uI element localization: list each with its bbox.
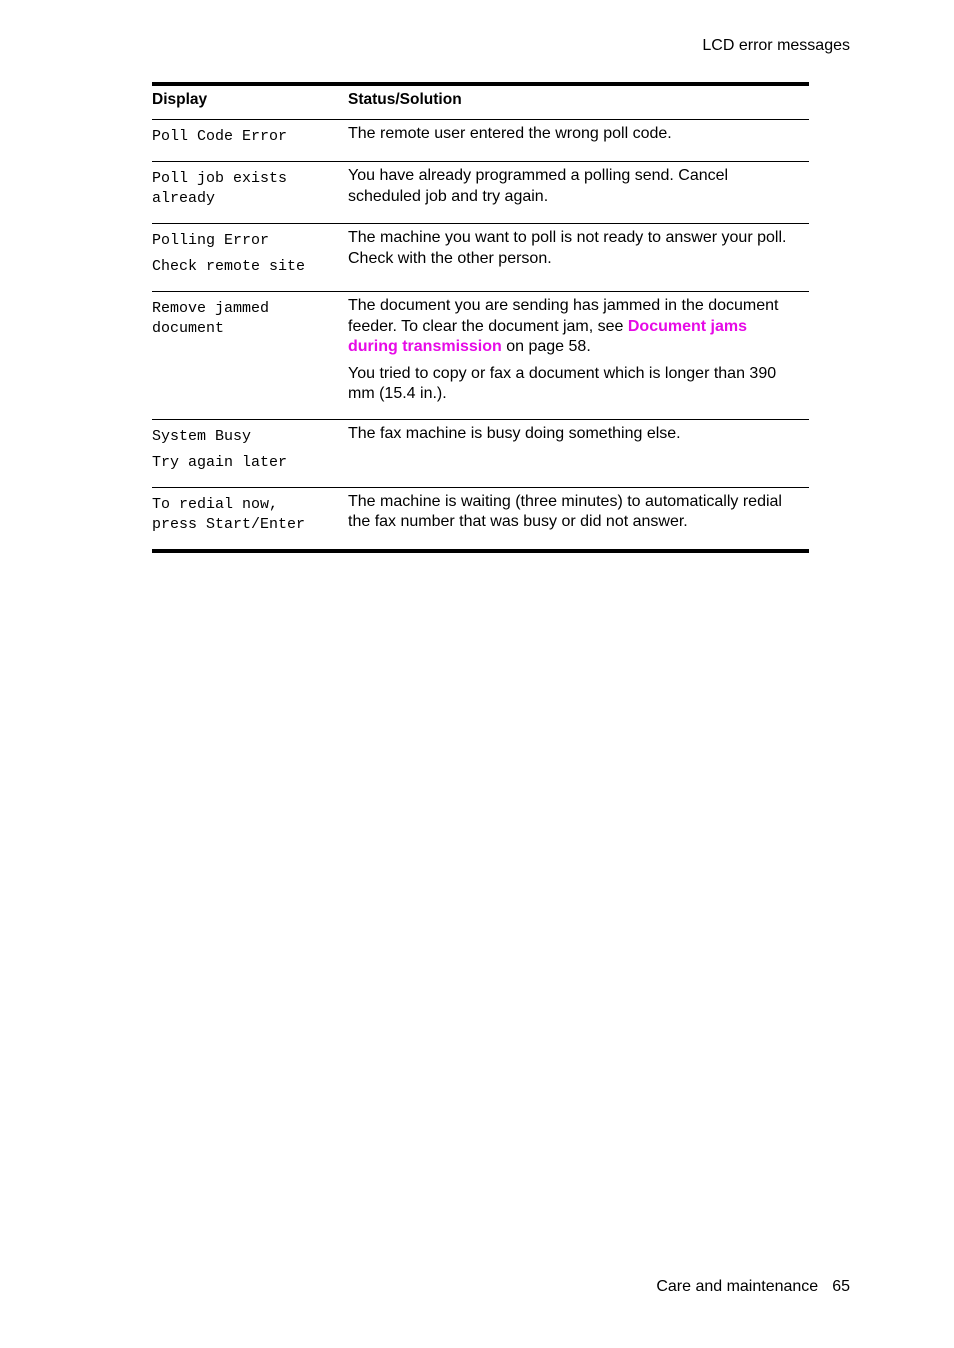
display-message: Remove jammed document (152, 300, 270, 337)
status-text (348, 296, 801, 358)
display-message-line2: Try again later (152, 453, 288, 471)
status-text: The remote user entered the wrong poll code. (348, 125, 672, 142)
column-header-status: Status/Solution (348, 91, 462, 108)
table-row (152, 292, 809, 420)
status-text: The machine is waiting (three minutes) to automatically redial the fax number that was busy or did not answer. (348, 492, 782, 530)
column-header-display: Display (152, 91, 208, 108)
table-row (152, 162, 809, 224)
document-jams-link[interactable]: Document jams during transmission (348, 317, 748, 355)
running-head-title: LCD error messages (702, 37, 850, 54)
display-message: Polling Error (152, 232, 270, 249)
display-message: Poll Code Error (152, 128, 288, 145)
table-row (152, 488, 809, 549)
page-footer (656, 1278, 850, 1296)
display-message: Poll job exists already (152, 170, 288, 207)
lcd-error-table (152, 82, 809, 553)
status-text-after-link: on page 58. (501, 338, 591, 355)
page-number: 65 (832, 1278, 850, 1295)
status-text: The machine you want to poll is not ready to answer your poll. Check with the other person. (348, 229, 787, 267)
display-message: To redial now, press Start/Enter (152, 495, 306, 533)
display-message: System Busy (152, 427, 252, 445)
table-row (152, 420, 809, 488)
display-message-line2: Check remote site (152, 258, 306, 275)
status-text-secondary: You tried to copy or fax a document which is longer than 390 mm (15.4 in.). (348, 364, 777, 402)
table-row (152, 120, 809, 162)
status-text: The fax machine is busy doing something else. (348, 424, 681, 442)
footer-section-title: Care and maintenance (656, 1278, 819, 1295)
table-header-row (152, 86, 809, 120)
status-text-before-link: The document you are sending has jammed in the document feeder. To clear the document jam, see (348, 297, 779, 335)
table-row (152, 224, 809, 292)
status-text: You have already programmed a polling send. Cancel scheduled job and try again. (348, 167, 729, 205)
